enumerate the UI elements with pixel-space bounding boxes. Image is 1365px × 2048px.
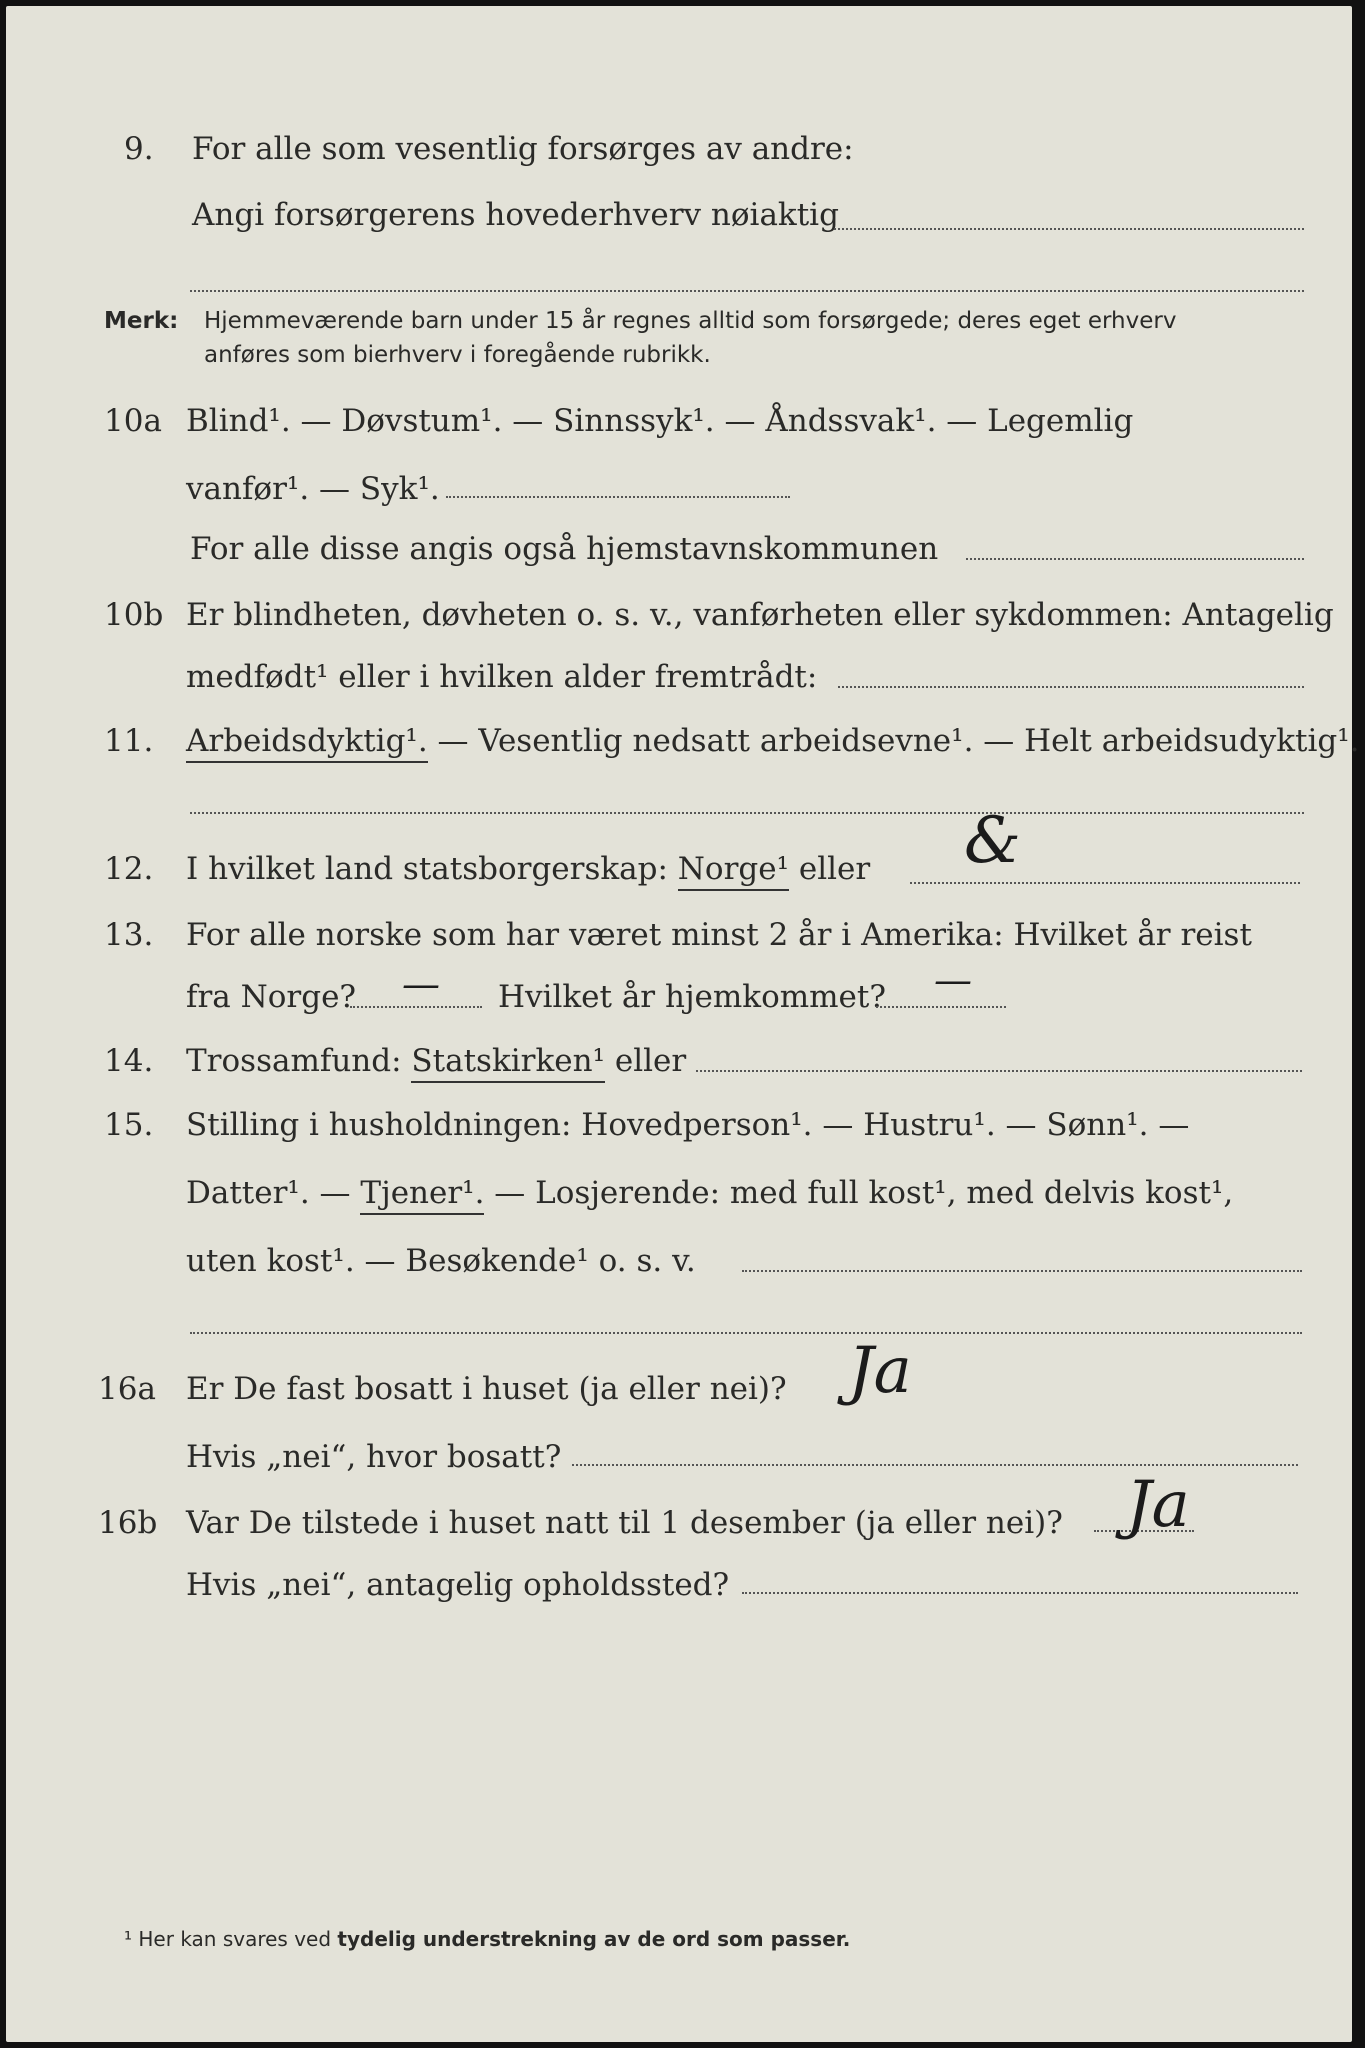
q15-text-2 (186, 1170, 1233, 1216)
q12-number: 12. (104, 851, 154, 887)
q10a-answer-line-2[interactable] (966, 558, 1304, 560)
q16b-answer-line-2[interactable] (742, 1592, 1298, 1594)
q14-suffix: eller (605, 1043, 687, 1079)
census-form-page (6, 6, 1360, 2042)
footnote-text-b: tydelig understrekning av de ord som passer. (337, 1927, 851, 1951)
q12-prompt: I hvilket land statsborgerskap: (186, 851, 678, 887)
q10a-text-3: For alle disse angis også hjemstavnskommunen (190, 531, 939, 567)
q9-text: For alle som vesentlig forsørges av andre: (192, 131, 854, 167)
q14-answer-line[interactable] (696, 1070, 1302, 1072)
q16a-text-2: Hvis „nei“, hvor bosatt? (186, 1439, 562, 1475)
q15-text-3: uten kost¹. — Besøkende¹ o. s. v. (186, 1243, 696, 1279)
q15-text-2b: — Losjerende: med full kost¹, med delvis kost¹, (484, 1175, 1234, 1211)
q12-suffix: eller (789, 851, 871, 887)
q12-handwritten-answer: & (964, 804, 1021, 878)
q15-text: Stilling i husholdningen: Hovedperson¹. — Hustru¹. — Sønn¹. — (186, 1107, 1190, 1143)
q13-handwritten-dash-1: — (402, 962, 440, 1006)
q14-prompt: Trossamfund: (186, 1043, 412, 1079)
q9-number: 9. (124, 131, 154, 167)
q9-text-2: Angi forsørgerens hovederhverv nøiaktig (192, 197, 839, 233)
q14-number: 14. (104, 1043, 154, 1079)
footnote (124, 1927, 850, 1951)
merk-line-2: anføres som bierhverv i foregående rubrikk. (204, 342, 711, 368)
q10a-text-2: vanfør¹. — Syk¹. (186, 471, 440, 507)
q10a-number: 10a (104, 403, 162, 439)
q16a-answer-line[interactable] (572, 1464, 1298, 1466)
q11-options (186, 718, 1360, 764)
q13-text-2b: Hvilket år hjemkommet? (498, 979, 886, 1015)
q10b-number: 10b (104, 597, 164, 633)
q10b-text-2: medfødt¹ eller i hvilken alder fremtrådt: (186, 659, 818, 695)
merk-label: Merk: (104, 308, 179, 334)
q13-handwritten-dash-2: — (934, 958, 972, 1002)
merk-line-1: Hjemmeværende barn under 15 år regnes alltid som forsørgede; deres eget erhverv (204, 308, 1177, 334)
q13-answer-line-1[interactable] (350, 1006, 482, 1008)
q13-text: For alle norske som har været minst 2 år i Amerika: Hvilket år reist (186, 917, 1252, 953)
q13-answer-line-2[interactable] (876, 1006, 1006, 1008)
q11-number: 11. (104, 723, 154, 759)
q16a-handwritten-answer: Ja (848, 1334, 912, 1408)
q12-answer-line[interactable] (910, 882, 1300, 884)
q14-text (186, 1038, 686, 1084)
q11-option-underlined[interactable]: Arbeidsdyktig¹. (186, 723, 428, 763)
q15-answer-line[interactable] (742, 1270, 1302, 1272)
q10a-answer-line[interactable] (446, 496, 790, 498)
footnote-text-a: Her kan svares ved (138, 1927, 338, 1951)
q12-text (186, 846, 870, 892)
q16b-handwritten-answer: Ja (1126, 1468, 1190, 1542)
q16b-text-2: Hvis „nei“, antagelig opholdssted? (186, 1567, 730, 1603)
q11-answer-line[interactable] (190, 812, 1304, 814)
q11-text: — Vesentlig nedsatt arbeidsevne¹. — Helt arbeidsudyktig¹. (427, 723, 1360, 759)
q14-option-underlined[interactable]: Statskirken¹ (411, 1043, 605, 1083)
q10b-text: Er blindheten, døvheten o. s. v., vanførheten eller sykdommen: Antagelig (186, 597, 1334, 633)
q9-answer-line-2[interactable] (190, 290, 1304, 292)
q16a-number: 16a (98, 1371, 156, 1407)
q13-number: 13. (104, 917, 154, 953)
q15-text-2a: Datter¹. — (186, 1175, 361, 1211)
q15-answer-line-2[interactable] (190, 1332, 1302, 1334)
q15-option-underlined[interactable]: Tjener¹. (360, 1175, 484, 1215)
q13-text-2a: fra Norge? (186, 979, 357, 1015)
q10b-answer-line[interactable] (838, 686, 1304, 688)
q10a-text: Blind¹. — Døvstum¹. — Sinnssyk¹. — Åndssvak¹. — Legemlig (186, 403, 1134, 439)
q15-number: 15. (104, 1107, 154, 1143)
q16b-text: Var De tilstede i huset natt til 1 desember (ja eller nei)? (186, 1505, 1063, 1541)
q12-option-underlined[interactable]: Norge¹ (678, 851, 789, 891)
q16b-number: 16b (98, 1505, 158, 1541)
q16a-text: Er De fast bosatt i huset (ja eller nei)? (186, 1371, 787, 1407)
footnote-mark: ¹ (124, 1927, 133, 1951)
q9-answer-line[interactable] (834, 228, 1304, 230)
